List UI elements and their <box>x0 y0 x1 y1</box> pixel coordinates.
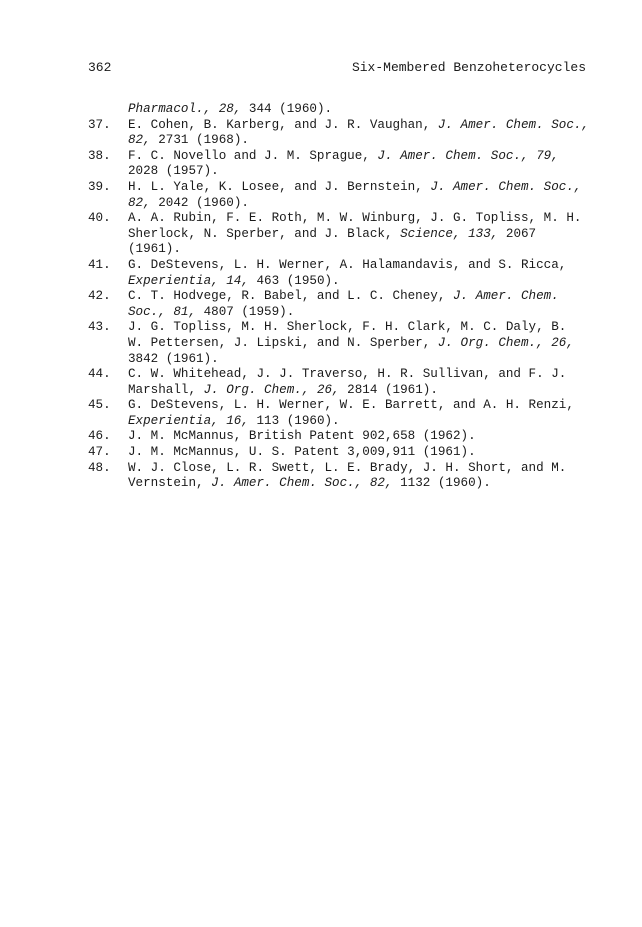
citation-segment: 1132 (1960). <box>392 476 491 491</box>
citation-segment: G. DeStevens, L. H. Werner, W. E. Barrett, and A. H. Renzi, <box>128 398 574 413</box>
reference-number: 41. <box>88 257 111 272</box>
citation-segment: F. C. Novello and J. M. Sprague, <box>128 148 378 163</box>
reference-line <box>128 242 598 258</box>
reference-entry <box>88 289 598 320</box>
reference-line <box>128 320 598 336</box>
citation-italic-segment: Experientia, 16, <box>128 413 249 428</box>
citation-segment: 2042 (1960). <box>150 195 249 210</box>
citation-segment: G. DeStevens, L. H. Werner, A. Halamandavis, and S. Ricca, <box>128 257 567 272</box>
reference-line <box>128 398 598 414</box>
reference-text <box>128 258 598 289</box>
citation-italic-segment: Pharmacol., 28, <box>128 102 242 116</box>
reference-number: 38. <box>88 148 111 163</box>
reference-number: 44. <box>88 367 111 382</box>
reference-list <box>88 102 598 492</box>
citation-segment: 344 (1960). <box>241 102 333 116</box>
reference-entry <box>88 445 598 461</box>
reference-entry <box>88 258 598 289</box>
reference-text <box>128 289 598 320</box>
page-header <box>88 58 586 78</box>
reference-number: 39. <box>88 179 111 194</box>
reference-line <box>128 149 598 165</box>
reference-line <box>128 274 598 290</box>
reference-entry <box>88 102 598 118</box>
citation-segment: 463 (1950). <box>248 273 340 288</box>
citation-segment: C. W. Whitehead, J. J. Traverso, H. R. Sullivan, and F. J. <box>128 367 567 382</box>
citation-segment: Vernstein, <box>128 476 212 491</box>
reference-line <box>128 367 598 383</box>
reference-line <box>128 336 598 352</box>
reference-line <box>128 180 598 196</box>
reference-line <box>128 258 598 274</box>
citation-italic-segment: J. Org. Chem., 26, <box>203 382 340 397</box>
reference-line <box>128 305 598 321</box>
reference-entry <box>88 367 598 398</box>
reference-line <box>128 211 598 227</box>
reference-line <box>128 461 598 477</box>
page-number: 362 <box>88 60 112 75</box>
reference-line <box>128 445 598 461</box>
reference-number: 46. <box>88 429 111 444</box>
citation-italic-segment: J. Org. Chem., 26, <box>437 335 574 350</box>
reference-line <box>128 476 598 492</box>
reference-text <box>128 320 598 367</box>
citation-segment: 2067 <box>498 226 537 241</box>
citation-segment: W. J. Close, L. R. Swett, L. E. Brady, J. H. Short, and M. <box>128 460 567 475</box>
reference-entry <box>88 211 598 258</box>
citation-segment: C. T. Hodvege, R. Babel, and L. C. Cheney, <box>128 289 453 304</box>
reference-number: 48. <box>88 460 111 475</box>
citation-segment: A. A. Rubin, F. E. Roth, M. W. Winburg, J. G. Topliss, M. H. <box>128 211 582 226</box>
running-head: Six-Membered Benzoheterocycles <box>351 60 586 75</box>
citation-segment: 113 (1960). <box>248 413 340 428</box>
citation-italic-segment: J. Amer. Chem. Soc., 79, <box>377 148 559 163</box>
reference-entry <box>88 149 598 180</box>
citation-italic-segment: J. Amer. Chem. Soc., 82, <box>211 476 393 491</box>
citation-segment: J. M. McMannus, British Patent 902,658 (1962). <box>128 429 476 444</box>
reference-number: 43. <box>88 320 111 335</box>
reference-entry <box>88 118 598 149</box>
reference-text <box>128 180 598 211</box>
reference-line <box>128 289 598 305</box>
citation-segment: (1961). <box>128 242 181 257</box>
reference-number: 40. <box>88 211 111 226</box>
citation-segment: H. L. Yale, K. Losee, and J. Bernstein, <box>128 179 431 194</box>
reference-entry <box>88 320 598 367</box>
reference-text <box>128 398 598 429</box>
citation-segment: Sherlock, N. Sperber, and J. Black, <box>128 226 401 241</box>
citation-segment: W. Pettersen, J. Lipski, and N. Sperber, <box>128 335 438 350</box>
reference-text <box>128 445 598 461</box>
citation-segment: J. M. McMannus, U. S. Patent 3,009,911 (1961). <box>128 445 476 460</box>
citation-segment: 3842 (1961). <box>128 351 219 366</box>
reference-line <box>128 414 598 430</box>
reference-line <box>128 352 598 368</box>
reference-number: 37. <box>88 117 111 132</box>
reference-number: 47. <box>88 445 111 460</box>
citation-italic-segment: Science, 133, <box>400 226 499 241</box>
citation-italic-segment: J. Amer. Chem. <box>452 289 559 304</box>
reference-text <box>128 429 598 445</box>
reference-text <box>128 461 598 492</box>
reference-entry <box>88 461 598 492</box>
citation-italic-segment: Soc., 81, <box>128 304 197 319</box>
reference-text <box>128 118 598 149</box>
citation-segment: Marshall, <box>128 382 204 397</box>
reference-text <box>128 211 598 258</box>
citation-italic-segment: Experientia, 14, <box>128 273 249 288</box>
reference-line <box>128 133 598 149</box>
reference-line <box>128 118 598 134</box>
reference-line <box>128 429 598 445</box>
citation-segment: J. G. Topliss, M. H. Sherlock, F. H. Clark, M. C. Daly, B. <box>128 320 567 335</box>
citation-italic-segment: J. Amer. Chem. Soc., <box>430 179 582 194</box>
citation-segment: 4807 (1959). <box>196 304 295 319</box>
reference-entry <box>88 429 598 445</box>
reference-number: 42. <box>88 289 111 304</box>
citation-segment: 2028 (1957). <box>128 164 219 179</box>
reference-number: 45. <box>88 398 111 413</box>
citation-segment: 2814 (1961). <box>339 382 438 397</box>
citation-italic-segment: J. Amer. Chem. Soc., <box>437 117 590 132</box>
reference-line <box>128 227 598 243</box>
citation-segment: E. Cohen, B. Karberg, and J. R. Vaughan, <box>128 117 438 132</box>
reference-line <box>128 102 598 118</box>
citation-segment: 2731 (1968). <box>150 133 249 148</box>
citation-italic-segment: 82, <box>128 195 151 210</box>
reference-text <box>128 149 598 180</box>
reference-entry <box>88 398 598 429</box>
reference-line <box>128 196 598 212</box>
citation-italic-segment: 82, <box>128 133 151 148</box>
reference-line <box>128 164 598 180</box>
reference-text <box>128 367 598 398</box>
reference-text <box>128 102 598 118</box>
reference-line <box>128 383 598 399</box>
reference-entry <box>88 180 598 211</box>
